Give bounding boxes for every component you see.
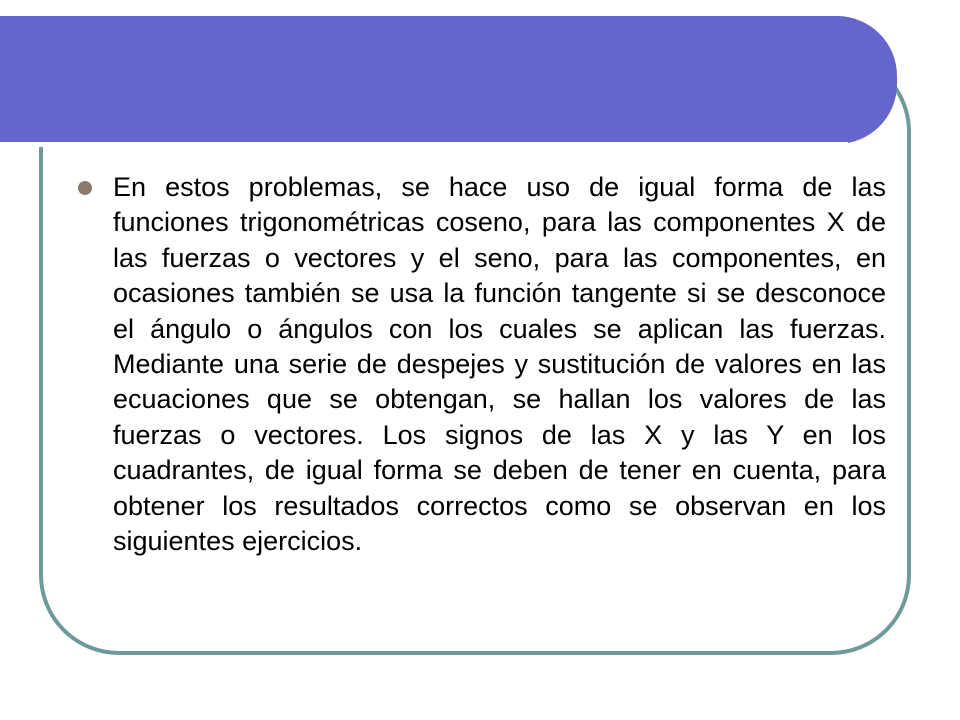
slide-body bbox=[78, 170, 886, 559]
bullet-dot-icon bbox=[78, 181, 92, 195]
header-bar bbox=[0, 16, 897, 144]
bullet-text: En estos problemas, se hace uso de igual forma de las funciones trigonométricas coseno, para las componentes X de las fuerzas o vectores y el seno, para las componentes, en ocasiones también se usa la función tangente si se desconoce el ángulo o ángulos con los cuales se aplican las fuerzas. Mediante una serie de despejes y sustitución de valores en las ecuaciones que se obtengan, se hallan los valores de las fuerzas o vectores. Los signos de las X y las Y en los cuadrantes, de igual forma se deben de tener en cuenta, para obtener los resultados correctos como se observan en los siguientes ejercicios. bbox=[113, 172, 886, 557]
bullet-item bbox=[78, 170, 886, 559]
header-divider-line bbox=[0, 142, 848, 147]
